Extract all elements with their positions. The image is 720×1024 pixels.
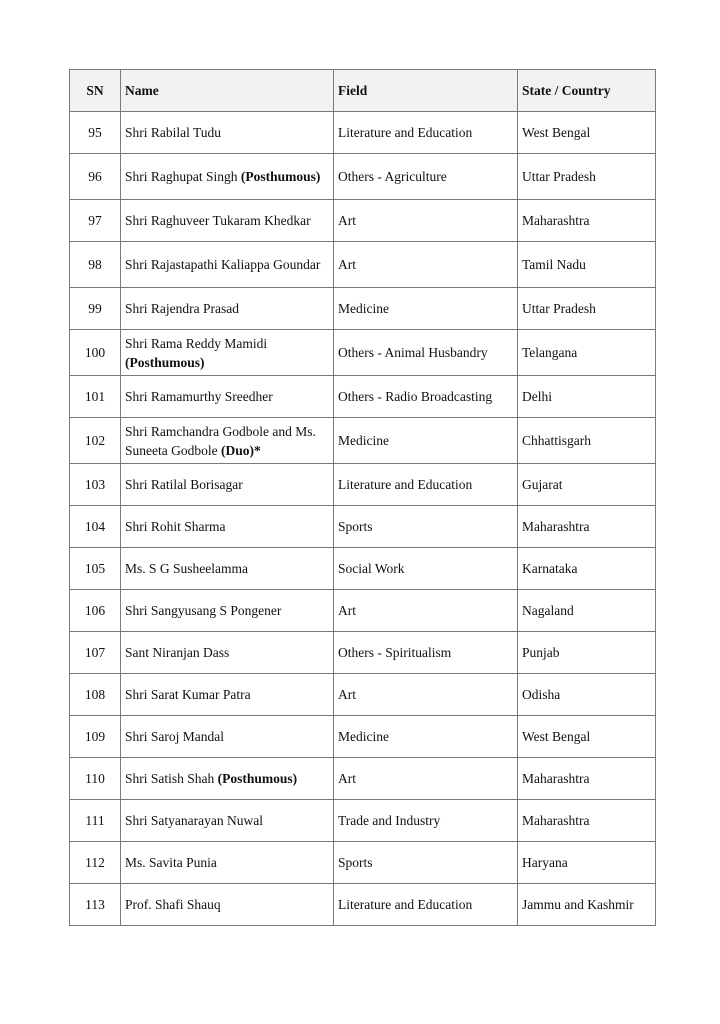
cell-field: Trade and Industry — [334, 800, 518, 842]
awardee-name: Shri Rohit Sharma — [125, 519, 226, 534]
cell-name — [121, 884, 334, 926]
cell-name — [121, 506, 334, 548]
table-row — [70, 674, 656, 716]
table-row — [70, 242, 656, 288]
table-row — [70, 884, 656, 926]
cell-state: Nagaland — [518, 590, 656, 632]
cell-sn: 100 — [70, 330, 121, 376]
cell-field: Art — [334, 200, 518, 242]
table-row — [70, 464, 656, 506]
awardee-name: Shri Ramamurthy Sreedher — [125, 389, 273, 404]
cell-name — [121, 418, 334, 464]
cell-state: Karnataka — [518, 548, 656, 590]
table-header-row — [70, 70, 656, 112]
cell-state: Jammu and Kashmir — [518, 884, 656, 926]
table-row — [70, 716, 656, 758]
header-state: State / Country — [518, 70, 656, 112]
awardee-name: Prof. Shafi Shauq — [125, 897, 221, 912]
table-row — [70, 842, 656, 884]
cell-field: Art — [334, 590, 518, 632]
cell-state: Haryana — [518, 842, 656, 884]
awardee-qualifier: (Duo)* — [220, 442, 261, 458]
awardee-name: Shri Ratilal Borisagar — [125, 477, 243, 492]
table-row — [70, 548, 656, 590]
header-field: Field — [334, 70, 518, 112]
cell-field: Medicine — [334, 716, 518, 758]
cell-field: Others - Animal Husbandry — [334, 330, 518, 376]
table-row — [70, 112, 656, 154]
cell-field: Medicine — [334, 418, 518, 464]
cell-name — [121, 632, 334, 674]
awardee-name: Shri Rajastapathi Kaliappa Goundar — [125, 257, 321, 272]
cell-field: Literature and Education — [334, 464, 518, 506]
cell-name — [121, 842, 334, 884]
awardee-name: Shri Raghupat Singh — [125, 169, 238, 184]
cell-state: Maharashtra — [518, 800, 656, 842]
table-row — [70, 200, 656, 242]
cell-name — [121, 464, 334, 506]
cell-state: Maharashtra — [518, 200, 656, 242]
header-name: Name — [121, 70, 334, 112]
cell-name — [121, 674, 334, 716]
cell-sn: 98 — [70, 242, 121, 288]
cell-field: Literature and Education — [334, 112, 518, 154]
cell-sn: 112 — [70, 842, 121, 884]
cell-name — [121, 376, 334, 418]
cell-state: Gujarat — [518, 464, 656, 506]
awardee-name: Shri Rajendra Prasad — [125, 301, 239, 316]
table-row — [70, 506, 656, 548]
cell-sn: 106 — [70, 590, 121, 632]
awardee-name: Ms. S G Susheelamma — [125, 561, 248, 576]
cell-field: Social Work — [334, 548, 518, 590]
cell-field: Literature and Education — [334, 884, 518, 926]
cell-sn: 102 — [70, 418, 121, 464]
awardee-qualifier: (Posthumous) — [240, 169, 321, 184]
awardee-name: Shri Sarat Kumar Patra — [125, 687, 251, 702]
cell-state: Odisha — [518, 674, 656, 716]
cell-name — [121, 758, 334, 800]
awardee-qualifier: (Posthumous) — [217, 771, 298, 786]
awardee-name: Sant Niranjan Dass — [125, 645, 230, 660]
table-row — [70, 376, 656, 418]
cell-sn: 109 — [70, 716, 121, 758]
awardee-name: Shri Rama Reddy Mamidi — [125, 335, 268, 351]
cell-field: Others - Radio Broadcasting — [334, 376, 518, 418]
cell-sn: 111 — [70, 800, 121, 842]
cell-state: Telangana — [518, 330, 656, 376]
cell-state: West Bengal — [518, 716, 656, 758]
cell-state: Delhi — [518, 376, 656, 418]
cell-state: West Bengal — [518, 112, 656, 154]
cell-name — [121, 590, 334, 632]
cell-state: Maharashtra — [518, 506, 656, 548]
cell-name — [121, 800, 334, 842]
cell-sn: 95 — [70, 112, 121, 154]
cell-state: Tamil Nadu — [518, 242, 656, 288]
table-row — [70, 590, 656, 632]
cell-sn: 104 — [70, 506, 121, 548]
cell-field: Sports — [334, 506, 518, 548]
awardee-name: Shri Raghuveer Tukaram Khedkar — [125, 213, 311, 228]
cell-field: Sports — [334, 842, 518, 884]
awardee-name: Shri Satyanarayan Nuwal — [125, 813, 263, 828]
table-row — [70, 800, 656, 842]
cell-state: Punjab — [518, 632, 656, 674]
awardee-name: Shri Satish Shah — [125, 771, 215, 786]
cell-sn: 99 — [70, 288, 121, 330]
cell-name — [121, 548, 334, 590]
cell-field: Art — [334, 758, 518, 800]
cell-sn: 103 — [70, 464, 121, 506]
awardees-table — [69, 69, 656, 926]
header-sn: SN — [70, 70, 121, 112]
cell-sn: 107 — [70, 632, 121, 674]
table-row — [70, 330, 656, 376]
table-row — [70, 632, 656, 674]
awardee-name: Shri Sangyusang S Pongener — [125, 603, 282, 618]
awardee-name: Shri Ramchandra Godbole and Ms. Suneeta Godbole — [125, 423, 316, 458]
cell-name — [121, 242, 334, 288]
cell-field: Art — [334, 242, 518, 288]
cell-field: Others - Spiritualism — [334, 632, 518, 674]
cell-name — [121, 716, 334, 758]
cell-sn: 97 — [70, 200, 121, 242]
table-row — [70, 418, 656, 464]
table-row — [70, 154, 656, 200]
cell-sn: 108 — [70, 674, 121, 716]
cell-field: Others - Agriculture — [334, 154, 518, 200]
table-row — [70, 758, 656, 800]
cell-name — [121, 330, 334, 376]
cell-state: Uttar Pradesh — [518, 154, 656, 200]
awardee-name: Ms. Savita Punia — [125, 855, 217, 870]
cell-sn: 113 — [70, 884, 121, 926]
cell-state: Chhattisgarh — [518, 418, 656, 464]
cell-name — [121, 112, 334, 154]
awardee-qualifier: (Posthumous) — [125, 354, 205, 370]
cell-name — [121, 200, 334, 242]
cell-field: Medicine — [334, 288, 518, 330]
cell-state: Uttar Pradesh — [518, 288, 656, 330]
cell-sn: 101 — [70, 376, 121, 418]
cell-sn: 105 — [70, 548, 121, 590]
table-row — [70, 288, 656, 330]
cell-field: Art — [334, 674, 518, 716]
cell-sn: 110 — [70, 758, 121, 800]
cell-name — [121, 154, 334, 200]
cell-state: Maharashtra — [518, 758, 656, 800]
awardee-name: Shri Rabilal Tudu — [125, 125, 222, 140]
awardee-name: Shri Saroj Mandal — [125, 729, 224, 744]
cell-name — [121, 288, 334, 330]
cell-sn: 96 — [70, 154, 121, 200]
